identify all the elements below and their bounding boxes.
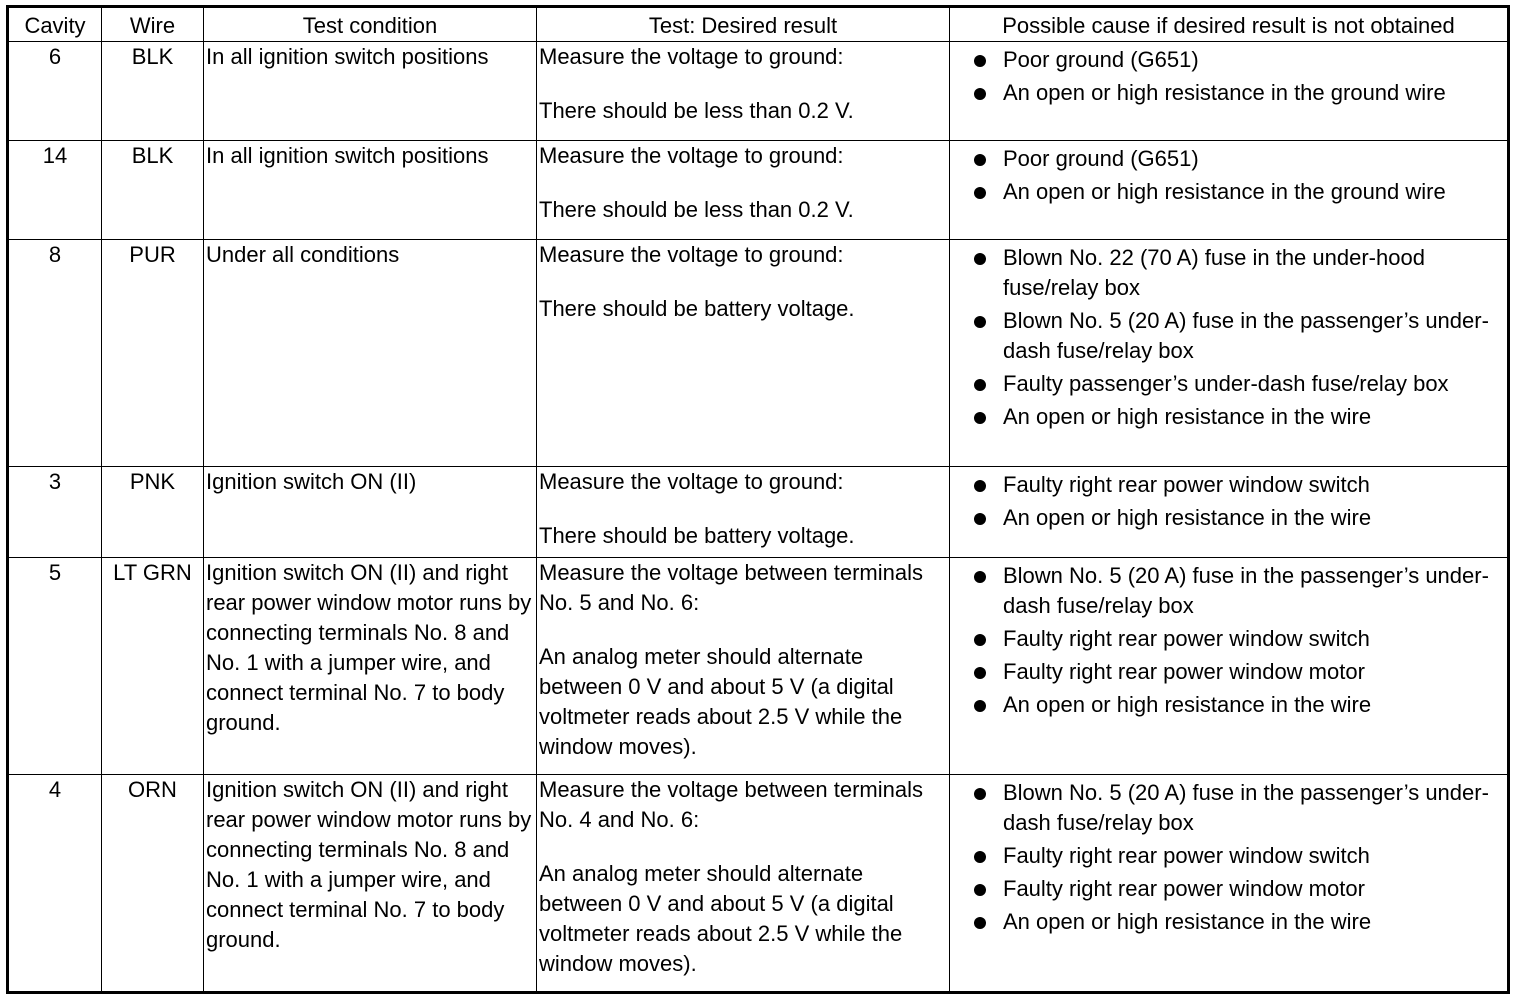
cause-cell <box>950 557 1509 775</box>
condition-cell: Under all conditions <box>204 240 537 467</box>
cause-cell <box>950 775 1509 993</box>
cause-item: Faulty right rear power window motor <box>952 874 1505 904</box>
cause-item: Poor ground (G651) <box>952 45 1505 75</box>
result-text: There should be less than 0.2 V. <box>539 196 854 222</box>
wire-cell: BLK <box>102 140 204 240</box>
header-row <box>8 7 1509 42</box>
cause-item: An open or high resistance in the ground wire <box>952 78 1505 108</box>
test-cell <box>537 467 950 558</box>
cause-item: An open or high resistance in the wire <box>952 907 1505 937</box>
cause-item: Blown No. 5 (20 A) fuse in the passenger’s under-dash fuse/relay box <box>952 306 1505 366</box>
bullet-icon <box>974 379 986 391</box>
table-body <box>8 42 1509 993</box>
test-cell <box>537 140 950 240</box>
table-row <box>8 467 1509 558</box>
measure-text: Measure the voltage to ground: <box>539 142 844 168</box>
measure-text: Measure the voltage to ground: <box>539 469 844 495</box>
header-wire: Wire <box>102 7 204 42</box>
bullet-icon <box>974 917 986 929</box>
result-text: There should be battery voltage. <box>539 296 855 322</box>
cause-item: An open or high resistance in the wire <box>952 503 1505 533</box>
table-row <box>8 140 1509 240</box>
wire-cell: PNK <box>102 467 204 558</box>
cause-cell <box>950 240 1509 467</box>
bullet-icon <box>974 253 986 265</box>
header-test-condition: Test condition <box>204 7 537 42</box>
cause-item: An open or high resistance in the ground wire <box>952 177 1505 207</box>
cause-cell <box>950 140 1509 240</box>
condition-cell: Ignition switch ON (II) and right rear power window motor runs by connecting terminals No. 8 and No. 1 with a jumper wire, and connect terminal No. 7 to body ground. <box>204 557 537 775</box>
diagnostic-table <box>6 5 1510 994</box>
cavity-cell: 14 <box>8 140 102 240</box>
cause-list <box>952 775 1505 937</box>
table-row <box>8 42 1509 141</box>
table-header <box>8 7 1509 42</box>
bullet-icon <box>974 187 986 199</box>
condition-cell: Ignition switch ON (II) <box>204 467 537 558</box>
cause-item: Faulty right rear power window switch <box>952 470 1505 500</box>
measure-text: Measure the voltage between terminals No. 4 and No. 6: <box>539 777 923 833</box>
cavity-cell: 5 <box>8 557 102 775</box>
bullet-icon <box>974 788 986 800</box>
measure-text: Measure the voltage between terminals No. 5 and No. 6: <box>539 559 923 615</box>
cause-list <box>952 558 1505 720</box>
cause-cell <box>950 42 1509 141</box>
result-text: An analog meter should alternate between 0 V and about 5 V (a digital voltmeter reads about 2.5 V while the window moves). <box>539 643 903 759</box>
bullet-icon <box>974 88 986 100</box>
table-row <box>8 240 1509 467</box>
bullet-icon <box>974 55 986 67</box>
test-cell <box>537 240 950 467</box>
bullet-icon <box>974 667 986 679</box>
cause-item: Blown No. 5 (20 A) fuse in the passenger’s under-dash fuse/relay box <box>952 778 1505 838</box>
cause-item: Poor ground (G651) <box>952 144 1505 174</box>
cause-item: An open or high resistance in the wire <box>952 690 1505 720</box>
wire-cell: ORN <box>102 775 204 993</box>
cause-list <box>952 42 1505 108</box>
bullet-icon <box>974 634 986 646</box>
bullet-icon <box>974 316 986 328</box>
bullet-icon <box>974 884 986 896</box>
result-text: There should be battery voltage. <box>539 523 855 549</box>
cause-cell <box>950 467 1509 558</box>
test-cell <box>537 775 950 993</box>
bullet-icon <box>974 513 986 525</box>
bullet-icon <box>974 154 986 166</box>
condition-cell: Ignition switch ON (II) and right rear power window motor runs by connecting terminals No. 8 and No. 1 with a jumper wire, and connect terminal No. 7 to body ground. <box>204 775 537 993</box>
table-row <box>8 557 1509 775</box>
result-text: An analog meter should alternate between 0 V and about 5 V (a digital voltmeter reads about 2.5 V while the window moves). <box>539 861 903 977</box>
cavity-cell: 6 <box>8 42 102 141</box>
cause-item: An open or high resistance in the wire <box>952 402 1505 432</box>
cavity-cell: 8 <box>8 240 102 467</box>
bullet-icon <box>974 412 986 424</box>
bullet-icon <box>974 480 986 492</box>
bullet-icon <box>974 571 986 583</box>
header-cavity: Cavity <box>8 7 102 42</box>
test-cell <box>537 557 950 775</box>
cause-item: Blown No. 5 (20 A) fuse in the passenger’s under-dash fuse/relay box <box>952 561 1505 621</box>
cause-item: Faulty passenger’s under-dash fuse/relay box <box>952 369 1505 399</box>
wire-cell: BLK <box>102 42 204 141</box>
header-possible-cause: Possible cause if desired result is not obtained <box>950 7 1509 42</box>
bullet-icon <box>974 700 986 712</box>
header-desired-result: Test: Desired result <box>537 7 950 42</box>
condition-cell: In all ignition switch positions <box>204 42 537 141</box>
cavity-cell: 3 <box>8 467 102 558</box>
test-cell <box>537 42 950 141</box>
cause-item: Faulty right rear power window switch <box>952 841 1505 871</box>
wire-cell: LT GRN <box>102 557 204 775</box>
cause-item: Faulty right rear power window motor <box>952 657 1505 687</box>
measure-text: Measure the voltage to ground: <box>539 44 844 69</box>
cause-item: Blown No. 22 (70 A) fuse in the under-hood fuse/relay box <box>952 243 1505 303</box>
wire-cell: PUR <box>102 240 204 467</box>
cause-list <box>952 141 1505 207</box>
result-text: There should be less than 0.2 V. <box>539 98 854 123</box>
condition-cell: In all ignition switch positions <box>204 140 537 240</box>
cause-item: Faulty right rear power window switch <box>952 624 1505 654</box>
cause-list <box>952 240 1505 432</box>
cause-list <box>952 467 1505 533</box>
table-row <box>8 775 1509 993</box>
measure-text: Measure the voltage to ground: <box>539 242 844 268</box>
cavity-cell: 4 <box>8 775 102 993</box>
bullet-icon <box>974 851 986 863</box>
